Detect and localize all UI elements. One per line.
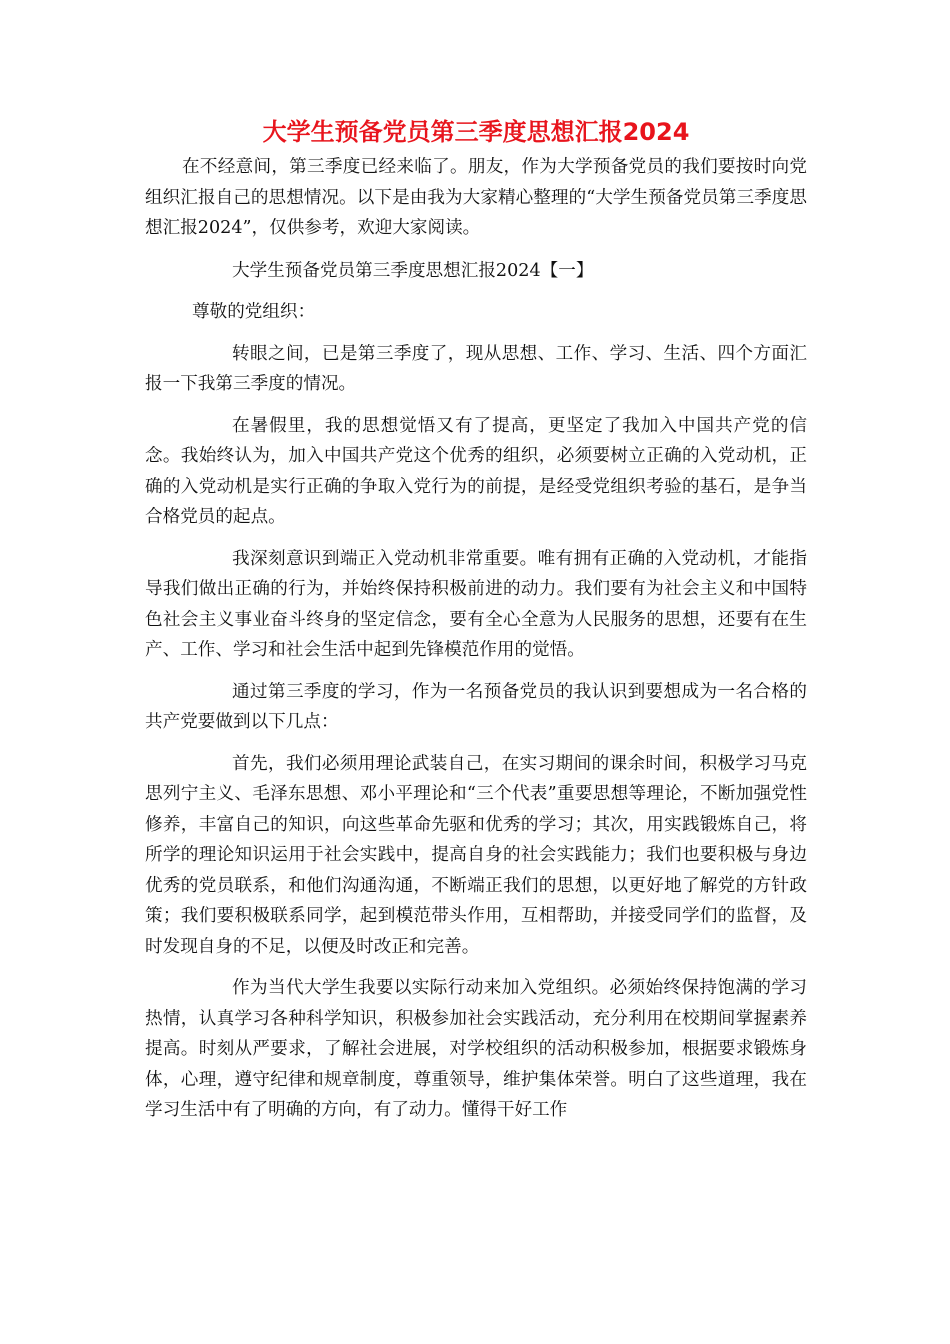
salutation: 尊敬的党组织： xyxy=(192,302,316,322)
body-paragraph-4: 通过第三季度的学习，作为一名预备党员的我认识到要想成为一名合格的共产党要做到以下几点： xyxy=(145,681,807,732)
intro-paragraph: 在不经意间，第三季度已经来临了。朋友，作为大学预备党员的我们要按时向党组织汇报自己的思想情况。以下是由我为大家精心整理的“大学生预备党员第三季度思想汇报2024”，仅供参考，欢迎大家阅读。 xyxy=(145,157,807,238)
body-paragraph-1: 转眼之间，已是第三季度了，现从思想、工作、学习、生活、四个方面汇报一下我第三季度的情况。 xyxy=(145,343,807,394)
section-subtitle: 大学生预备党员第三季度思想汇报2024【一】 xyxy=(232,260,594,281)
document-page xyxy=(145,112,807,1126)
body-paragraph-6: 作为当代大学生我要以实际行动来加入党组织。必须始终保持饱满的学习热情，认真学习各种科学知识，积极参加社会实践活动，充分利用在校期间掌握素养提高。时刻从严要求，了解社会进展，对学校组织的活动积极参加，根据要求锻炼身体，心理，遵守纪律和规章制度，尊重领导，维护集体荣誉。明白了这些道理，我在学习生活中有了明确的方向，有了动力。懂得干好工作 xyxy=(145,978,807,1120)
body-paragraph-3: 我深刻意识到端正入党动机非常重要。唯有拥有正确的入党动机，才能指导我们做出正确的行为，并始终保持积极前进的动力。我们要有为社会主义和中国特色社会主义事业奋斗终身的坚定信念，要有全心全意为人民服务的思想，还要有在生产、工作、学习和社会生活中起到先锋模范作用的觉悟。 xyxy=(145,548,807,660)
body-paragraph-2: 在暑假里，我的思想觉悟又有了提高，更坚定了我加入中国共产党的信念。我始终认为，加入中国共产党这个优秀的组织，必须要树立正确的入党动机，正确的入党动机是实行正确的争取入党行为的前提，是经受党组织考验的基石，是争当合格党员的起点。 xyxy=(145,415,807,527)
document-title: 大学生预备党员第三季度思想汇报2024 xyxy=(262,118,690,146)
body-paragraph-5: 首先，我们必须用理论武装自己，在实习期间的课余时间，积极学习马克思列宁主义、毛泽东思想、邓小平理论和“三个代表”重要思想等理论，不断加强党性修养，丰富自己的知识，向这些革命先驱和优秀的学习；其次，用实践锻炼自己，将所学的理论知识运用于社会实践中，提高自身的社会实践能力；我们也要积极与身边优秀的党员联系，和他们沟通沟通，不断端正我们的思想，以更好地了解党的方针政策；我们要积极联系同学，起到模范带头作用，互相帮助，并接受同学们的监督，及时发现自身的不足，以便及时改正和完善。 xyxy=(145,753,807,957)
